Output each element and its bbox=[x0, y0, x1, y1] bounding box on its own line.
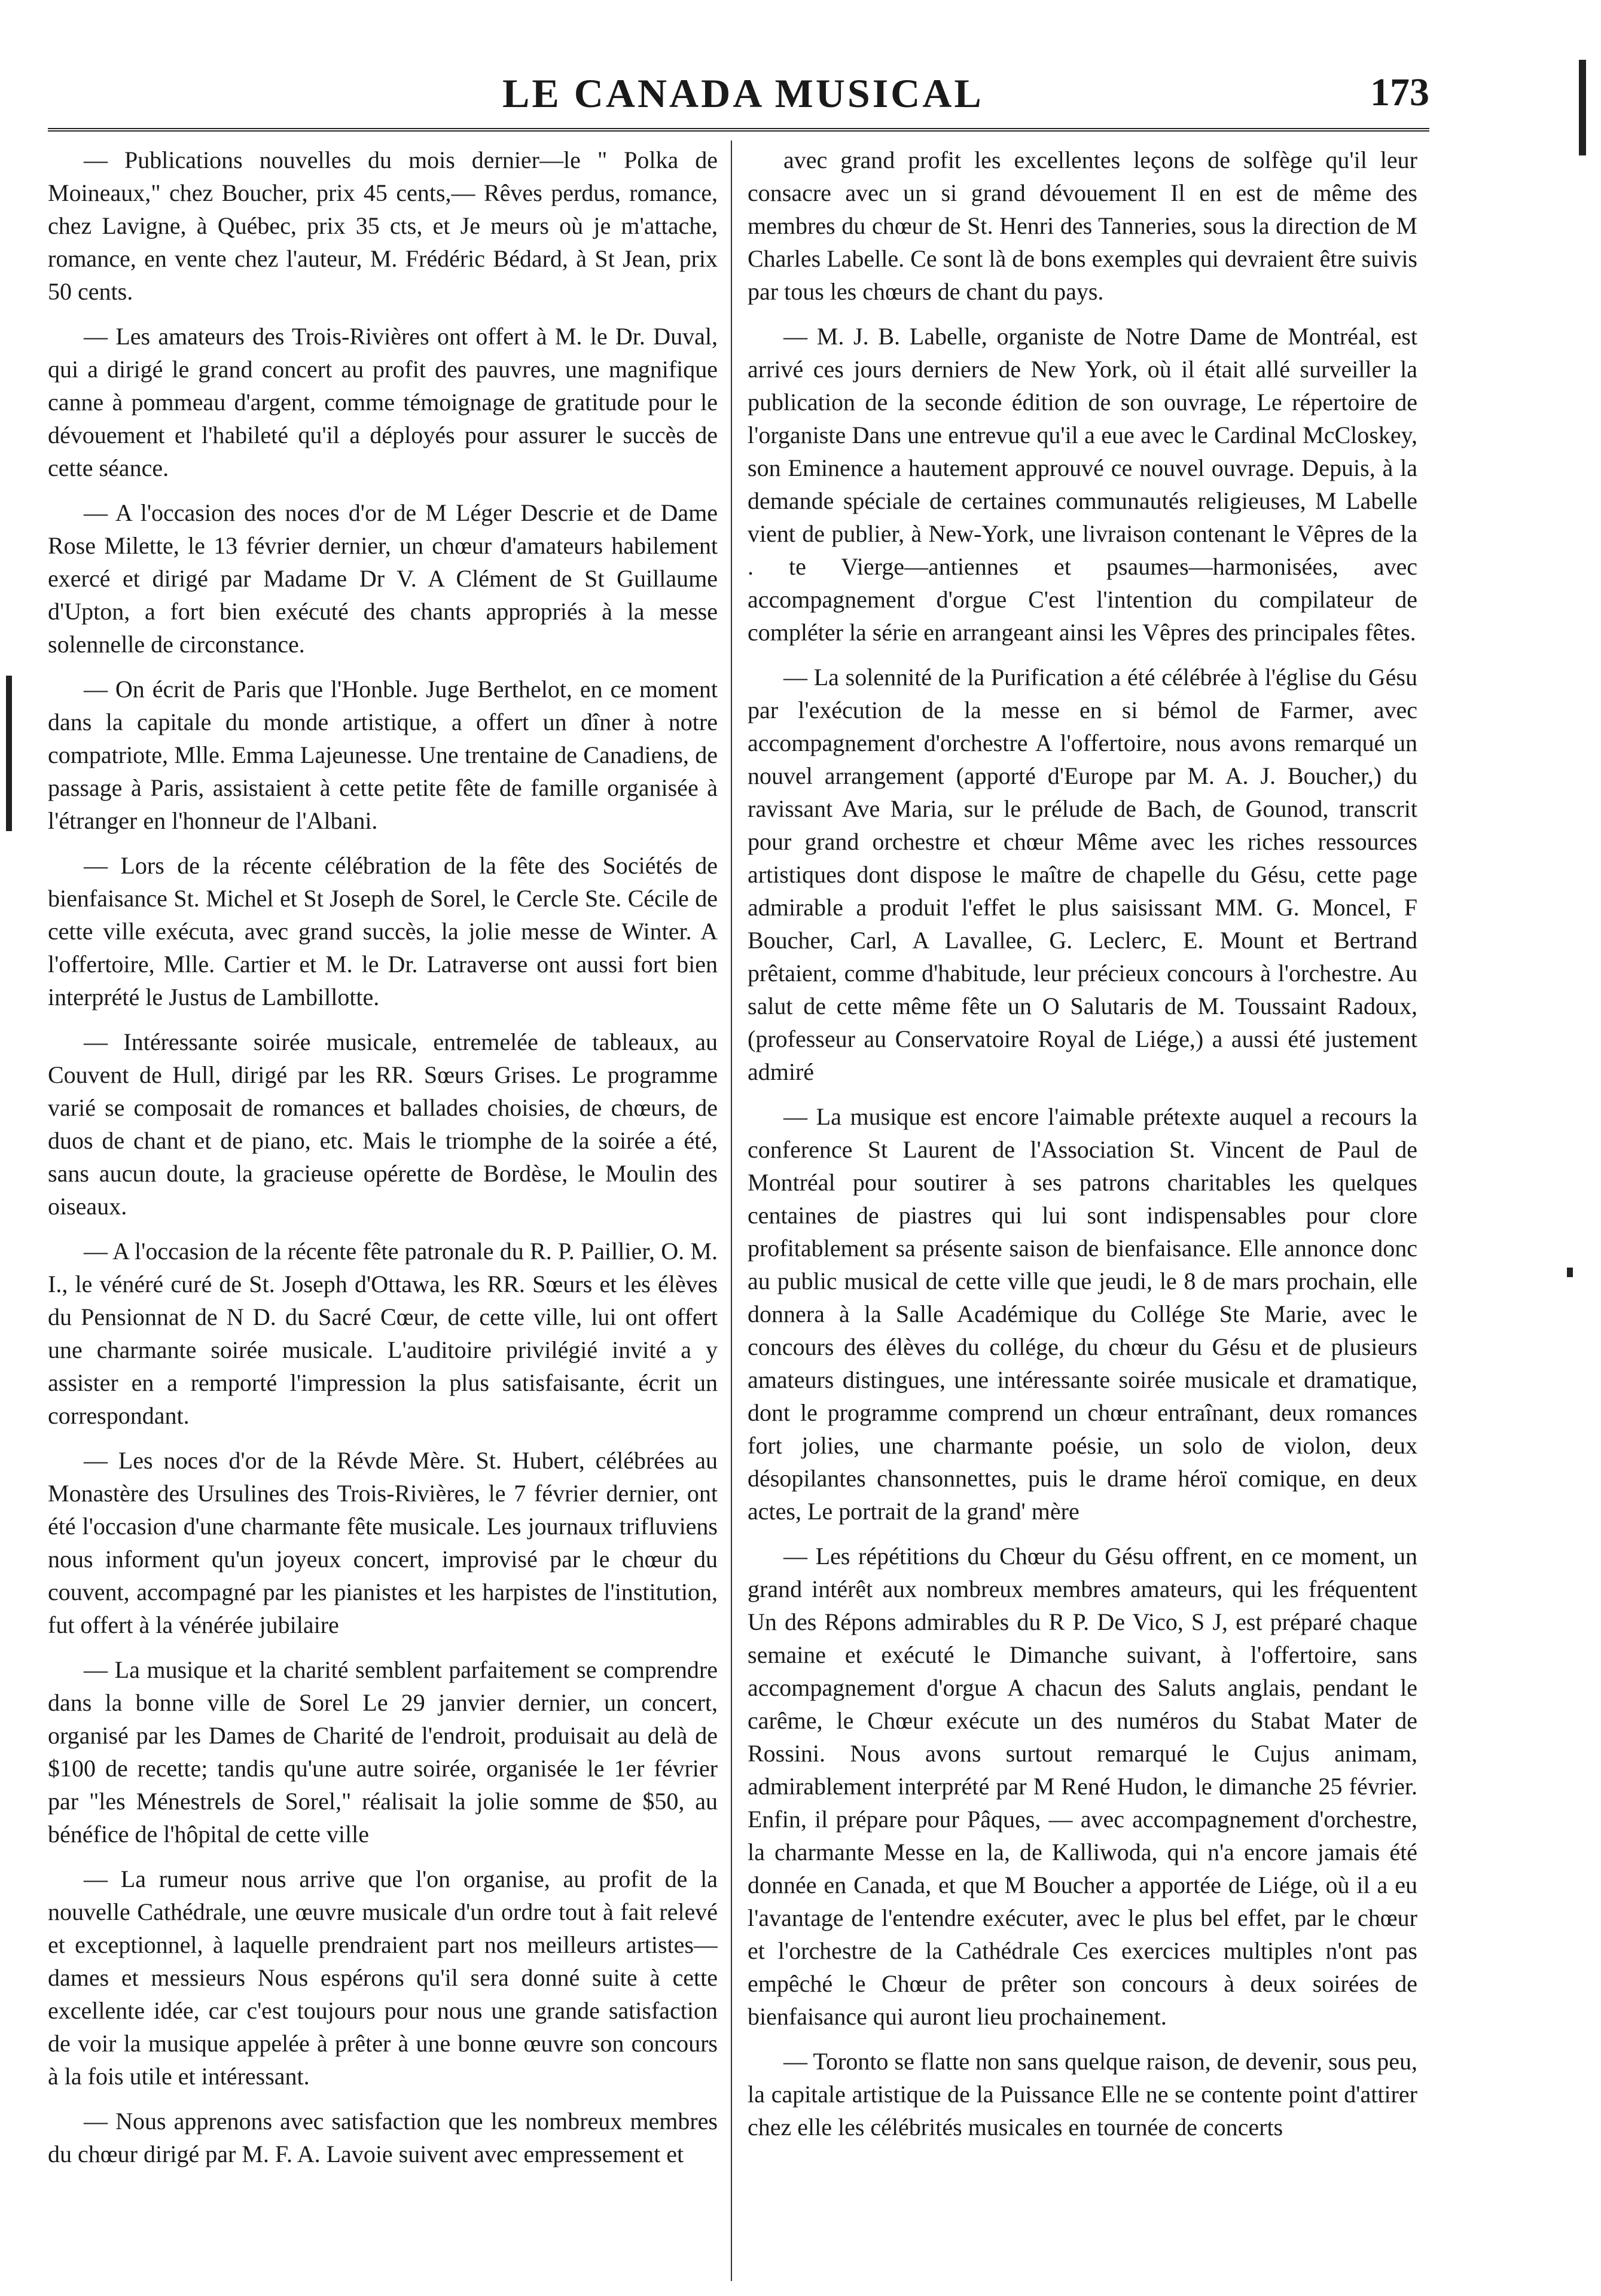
news-item: — Nous apprenons avec satisfaction que les nombreux membres du chœur dirigé par M. F. A. Lavoie suivent avec empressement et bbox=[48, 2108, 718, 2167]
news-item: — La musique et la charité semblent parfaitement se comprendre dans la bonne ville de Sorel Le 29 janvier dernier, un concert, organisé par les Dames de Charité de l'endroit, produisait au delà de $100 de recette; tandis qu'une autre soirée, organisée le 1er février par "les Ménestrels de Sorel," réalisait la jolie somme de $50, au bénéfice de l'hôpital de cette ville bbox=[48, 1656, 718, 1848]
news-item: — La solennité de la Purification a été célébrée à l'église du Gésu par l'exécution de la messe en si bémol de Farmer, avec accompagnement d'orchestre A l'offertoire, nous avons remarqué un nouvel arrangement (apporté d'Europe par M. A. J. Boucher,) du ravissant Ave Maria, sur le prélude de Bach, de Gounod, transcrit pour grand orchestre et chœur Même avec les riches ressources artistiques dont dispose le maître de chapelle du Gésu, cette page admirable a produit l'effet le plus saisissant MM. G. Moncel, F Boucher, Carl, A Lavallee, G. Leclerc, E. Mount et Bertrand prêtaient, comme d'habitude, leur précieux concours à l'orchestre. Au salut de cette même fête un O Salutaris de M. Toussaint Radoux, (professeur au Conservatoire Royal de Liége,) a aussi été justement admiré bbox=[748, 664, 1417, 1085]
news-item: — La rumeur nous arrive que l'on organise, au profit de la nouvelle Cathédrale, une œuvre musicale d'un ordre tout à fait relevé et exceptionnel, à laquelle prendraient part nos meilleurs artistes—dames et messieurs Nous espérons qu'il sera donné suite à cette excellente idée, car c'est toujours pour nous une grande satisfaction de voir la musique appelée à prêter à une bonne œuvre son concours à la fois utile et intéressant. bbox=[48, 1866, 718, 2090]
news-item: — Lors de la récente célébration de la fête des Sociétés de bienfaisance St. Michel et St Joseph de Sorel, le Cercle Ste. Cécile de cette ville exécuta, avec grand succès, la jolie messe de Winter. A l'offertoire, Mlle. Cartier et M. le Dr. Latraverse ont aussi fort bien interprété le Justus de Lambillotte. bbox=[48, 852, 718, 1010]
scan-margin-mark bbox=[6, 676, 12, 831]
page-number: 173 bbox=[1370, 71, 1429, 114]
news-item: — Publications nouvelles du mois dernier—le " Polka de Moineaux," chez Boucher, prix 45 cents,— Rêves perdus, romance, chez Lavigne, à Québec, prix 35 cts, et Je meurs où je m'attache, romance, en vente chez l'auteur, M. Frédéric Bédard, à St Jean, prix 50 cents. bbox=[48, 146, 718, 305]
news-item: — M. J. B. Labelle, organiste de Notre Dame de Montréal, est arrivé ces jours derniers de New York, où il était allé surveiller la publication de la seconde édition de son ouvrage, Le répertoire de l'organiste Dans une entrevue qu'il a eue avec le Cardinal McCloskey, son Eminence a hautement approuvé ce nouvel ouvrage. Depuis, à la demande spéciale de certaines communautés religieuses, M Labelle vient de publier, à New-York, une livraison contenant le Vêpres de la . te Vierge—antiennes et psaumes—harmonisées, avec accompagnement d'orgue C'est l'intention du compilateur de compléter la série en arrangeant ainsi les Vêpres des principales fêtes. bbox=[748, 323, 1417, 646]
left-column bbox=[48, 144, 718, 2260]
news-item: — A l'occasion des noces d'or de M Léger Descrie et de Dame Rose Milette, le 13 février dernier, un chœur d'amateurs habilement exercé et dirigé par Madame Dr V. A Clément de St Guillaume d'Upton, a fort bien exécuté des chants appropriés à la messe solennelle de circonstance. bbox=[48, 499, 718, 658]
header-rule bbox=[48, 128, 1429, 132]
news-item: avec grand profit les excellentes leçons de solfège qu'il leur consacre avec un si grand dévouement Il en est de même des membres du chœur de St. Henri des Tanneries, sous la direction de M Charles Labelle. Ce sont là de bons exemples qui devraient être suivis par tous les chœurs de chant du pays. bbox=[748, 146, 1417, 305]
scan-margin-mark bbox=[1567, 1268, 1573, 1277]
right-column bbox=[748, 144, 1417, 2260]
scan-margin-mark bbox=[1579, 60, 1586, 155]
news-item: — La musique est encore l'aimable prétexte auquel a recours la conference St Laurent de l'Association St. Vincent de Paul de Montréal pour soutirer à ses patrons charitables les quelques centaines de piastres qui lui sont indispensables pour clore profitablement sa présente saison de bienfaisance. Elle annonce donc au public musical de cette ville que jeudi, le 8 de mars prochain, elle donnera à la Salle Académique du Collége Ste Marie, avec le concours des élèves du collége, du chœur du Gésu et de plusieurs amateurs distingues, une intéressante soirée musicale et dramatique, dont le programme comprend un chœur entraînant, deux romances fort jolies, une charmante poésie, un solo de violon, deux désopilantes chansonnettes, puis le drame héroï comique, en deux actes, Le portrait de la grand' mère bbox=[748, 1103, 1417, 1525]
news-item: — Les répétitions du Chœur du Gésu offrent, en ce moment, un grand intérêt aux nombreux membres amateurs, qui les fréquentent Un des Répons admirables du R P. De Vico, S J, est préparé chaque semaine et exécuté le Dimanche suivant, à l'offertoire, sans accompagnement d'orgue A chacun des Saluts anglais, pendant le carême, le Chœur exécute un des numéros du Stabat Mater de Rossini. Nous avons surtout remarqué le Cujus animam, admirablement interprété par M René Hudon, le dimanche 25 février. Enfin, il prépare pour Pâques, — avec accompagnement d'orchestre, la charmante Messe en la, de Kalliwoda, qui n'a encore jamais été donnée en Canada, et que M Boucher a apportée de Liége, où il a eu l'avantage de l'entendre exécuter, avec le plus bel effet, par le chœur et l'orchestre de la Cathédrale Ces exercices multiples n'ont pas empêché le Chœur de prêter son concours à deux soirées de bienfaisance qui auront lieu prochainement. bbox=[748, 1543, 1417, 2030]
news-item: — Les noces d'or de la Révde Mère. St. Hubert, célébrées au Monastère des Ursulines des Trois-Rivières, le 7 février dernier, ont été l'occasion d'une charmante fête musicale. Les journaux trifluviens nous informent qu'un joyeux concert, improvisé par le chœur du couvent, accompagné par les pianistes et les harpistes de l'institution, fut offert à la vénérée jubilaire bbox=[48, 1447, 718, 1638]
news-item: — Les amateurs des Trois-Rivières ont offert à M. le Dr. Duval, qui a dirigé le grand concert au profit des pauvres, une magnifique canne à pommeau d'argent, comme témoignage de gratitude pour le dévouement et l'habileté qu'il a déployés pour assurer le succès de cette séance. bbox=[48, 323, 718, 481]
column-divider bbox=[731, 141, 732, 2281]
news-item: — A l'occasion de la récente fête patronale du R. P. Paillier, O. M. I., le vénéré curé de St. Joseph d'Ottawa, les RR. Sœurs et les élèves du Pensionnat de N D. du Sacré Cœur, de cette ville, lui ont offert une charmante soirée musicale. L'auditoire privilégié invité a y assister en a remporté l'impression la plus satisfaisante, écrit un correspondant. bbox=[48, 1238, 718, 1429]
news-item: — Intéressante soirée musicale, entremelée de tableaux, au Couvent de Hull, dirigé par les RR. Sœurs Grises. Le programme varié se composait de romances et ballades choisies, de chœurs, de duos de chant et de piano, etc. Mais le triomphe de la soirée a été, sans aucun doute, la gracieuse opérette de Bordèse, le Moulin des oiseaux. bbox=[48, 1028, 718, 1220]
news-item: — Toronto se flatte non sans quelque raison, de devenir, sous peu, la capitale artistique de la Puissance Elle ne se contente point d'attirer chez elle les célébrités musicales en tournée de concerts bbox=[748, 2048, 1417, 2141]
page-header bbox=[48, 57, 1429, 123]
news-item: — On écrit de Paris que l'Honble. Juge Berthelot, en ce moment dans la capitale du monde artistique, a offert un dîner à notre compatriote, Mlle. Emma Lajeunesse. Une trentaine de Canadiens, de passage à Paris, assistaient à cette petite fête de famille organisée à l'étranger en l'honneur de l'Albani. bbox=[48, 676, 718, 834]
journal-title: LE CANADA MUSICAL bbox=[502, 71, 984, 116]
